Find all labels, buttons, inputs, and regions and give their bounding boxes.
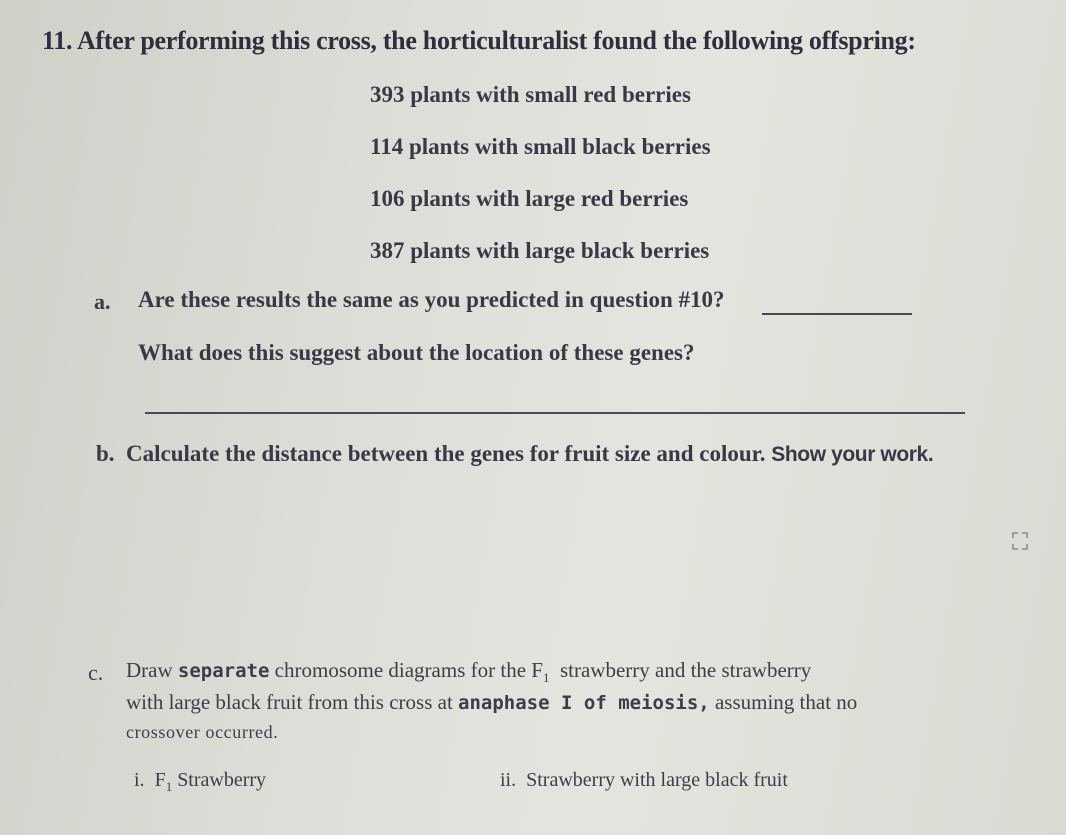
part-c-draw: Draw [126,658,173,682]
part-c-line-1 [126,658,811,686]
question-text: After performing this cross, the horticulturalist found the following offspring: [76,26,916,55]
part-c-line2-end: assuming that no [714,690,858,714]
part-a-question: Are these results the same as you predicted in question #10? [138,287,725,312]
part-c-line1-text: chromosome diagrams for the F [274,658,543,682]
part-b-question-text: Calculate the distance between the genes for fruit size and colour. [126,441,766,466]
sub-ii-text: Strawberry with large black fruit [526,769,788,791]
sub-i-text: Strawberry [177,769,267,791]
part-c-line-2 [126,690,857,715]
offspring-line-2: 114 plants with small black berries [370,134,711,159]
part-b-label: b. [96,441,115,466]
corner-bracket-icon [1012,532,1028,550]
sub-i-f: F [154,769,166,791]
part-c-line2-start: with large black fruit from this cross at [126,690,453,714]
sub-i-sub: 1 [165,779,173,794]
part-b-emphasis: Show your work. [771,443,934,466]
part-c-sub-ii [500,769,788,792]
question-title [42,26,916,56]
part-c-anaphase: anaphase I of meiosis, [458,692,710,714]
part-c-separate: separate [177,660,270,682]
part-c-line-3: crossover occurred. [126,722,279,742]
offspring-line-3: 106 plants with large red berries [370,186,689,211]
offspring-line-4: 387 plants with large black berries [370,238,710,263]
part-c-line1-end: strawberry and the strawberry [559,658,812,682]
offspring-line-1: 393 plants with small red berries [370,82,691,107]
part-a-followup: What does this suggest about the location of these genes? [138,340,695,365]
sub-i-label: i. [134,769,145,791]
sub-ii-label: ii. [500,769,517,791]
part-c-line1-sub: 1 [542,670,550,686]
part-c-sub-i [134,769,266,795]
part-a-label: a. [94,289,111,314]
part-c-label: c. [88,660,104,685]
part-a-answer-blank[interactable] [762,313,912,315]
part-b-question [96,441,933,467]
part-a-followup-answer-line[interactable] [145,412,965,414]
question-number: 11. [42,26,73,55]
